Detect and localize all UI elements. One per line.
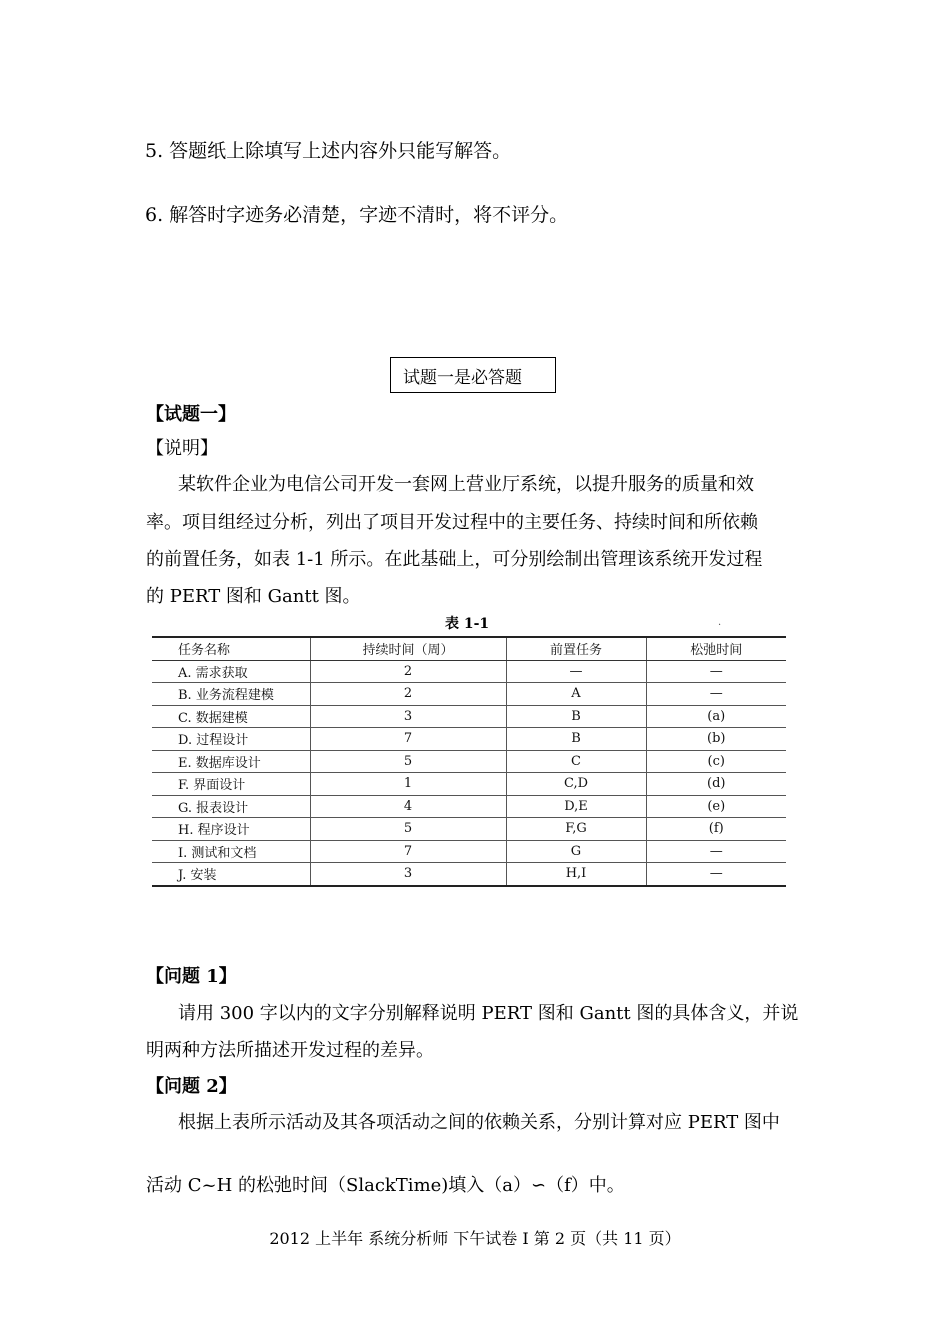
cell-slack: —: [646, 683, 786, 706]
problem1-heading: 【问题 1】: [146, 966, 237, 987]
description-heading: 【说明】: [146, 438, 218, 459]
cell-predecessor: C: [506, 750, 646, 773]
table-corner-mark: ·: [718, 620, 722, 631]
description-line-2: 率。项目组经过分析，列出了项目开发过程中的主要任务、持续时间和所依赖: [146, 512, 758, 533]
cell-duration: 7: [310, 840, 506, 863]
header-duration: 持续时间（周）: [310, 637, 506, 660]
table-row: [152, 683, 786, 706]
table-row: [152, 818, 786, 841]
cell-slack: (d): [646, 773, 786, 796]
cell-duration: 7: [310, 728, 506, 751]
task-table: [152, 636, 786, 887]
cell-slack: (f): [646, 818, 786, 841]
table-row: [152, 705, 786, 728]
cell-duration: 1: [310, 773, 506, 796]
question-heading: 【试题一】: [146, 404, 236, 425]
cell-task: H. 程序设计: [152, 818, 310, 841]
table-row: [152, 728, 786, 751]
table-row: [152, 840, 786, 863]
cell-slack: —: [646, 840, 786, 863]
header-predecessor: 前置任务: [506, 637, 646, 660]
cell-task: B. 业务流程建模: [152, 683, 310, 706]
instruction-item-5: 5. 答题纸上除填写上述内容外只能写解答。: [145, 140, 512, 162]
table-row: [152, 660, 786, 683]
cell-duration: 5: [310, 750, 506, 773]
cell-duration: 3: [310, 863, 506, 886]
cell-predecessor: —: [506, 660, 646, 683]
cell-task: D. 过程设计: [152, 728, 310, 751]
cell-duration: 2: [310, 660, 506, 683]
cell-predecessor: B: [506, 728, 646, 751]
header-slack: 松弛时间: [646, 637, 786, 660]
cell-duration: 4: [310, 795, 506, 818]
table-row: [152, 773, 786, 796]
cell-predecessor: H,I: [506, 863, 646, 886]
cell-task: E. 数据库设计: [152, 750, 310, 773]
cell-predecessor: A: [506, 683, 646, 706]
cell-task: A. 需求获取: [152, 660, 310, 683]
cell-slack: (c): [646, 750, 786, 773]
instruction-item-6: 6. 解答时字迹务必清楚，字迹不清时，将不评分。: [145, 204, 569, 226]
cell-predecessor: D,E: [506, 795, 646, 818]
cell-slack: —: [646, 660, 786, 683]
cell-slack: (b): [646, 728, 786, 751]
problem1-line-1: 请用 300 字以内的文字分别解释说明 PERT 图和 Gantt 图的具体含义，并说: [178, 1003, 799, 1024]
cell-predecessor: F,G: [506, 818, 646, 841]
cell-slack: (e): [646, 795, 786, 818]
problem1-line-2: 明两种方法所描述开发过程的差异。: [146, 1040, 434, 1061]
problem2-line-1: 根据上表所示活动及其各项活动之间的依赖关系，分别计算对应 PERT 图中: [178, 1112, 780, 1133]
cell-predecessor: G: [506, 840, 646, 863]
page-footer: 2012 上半年 系统分析师 下午试卷 I 第 2 页（共 11 页）: [269, 1229, 681, 1248]
cell-predecessor: B: [506, 705, 646, 728]
cell-slack: (a): [646, 705, 786, 728]
cell-task: F. 界面设计: [152, 773, 310, 796]
required-note-box: 试题一是必答题: [390, 357, 556, 393]
description-line-3: 的前置任务，如表 1-1 所示。在此基础上，可分别绘制出管理该系统开发过程: [146, 549, 763, 570]
cell-task: C. 数据建模: [152, 705, 310, 728]
cell-duration: 3: [310, 705, 506, 728]
problem2-heading: 【问题 2】: [146, 1076, 237, 1097]
cell-slack: —: [646, 863, 786, 886]
cell-duration: 2: [310, 683, 506, 706]
description-line-4: 的 PERT 图和 Gantt 图。: [146, 586, 361, 607]
cell-task: I. 测试和文档: [152, 840, 310, 863]
table-row: [152, 795, 786, 818]
cell-task: J. 安装: [178, 868, 217, 884]
table-row: [152, 863, 786, 886]
cell-predecessor: C,D: [506, 773, 646, 796]
header-task-name: 任务名称: [152, 637, 310, 660]
cell-duration: 5: [310, 818, 506, 841]
table-header-row: [152, 637, 786, 660]
table-row: [152, 750, 786, 773]
problem2-line-2: 活动 C~H 的松弛时间（SlackTime)填入（a）∽（f）中。: [146, 1175, 625, 1196]
cell-task: G. 报表设计: [152, 795, 310, 818]
description-line-1: 某软件企业为电信公司开发一套网上营业厅系统，以提升服务的质量和效: [178, 474, 754, 495]
table-title: 表 1-1: [445, 616, 490, 632]
